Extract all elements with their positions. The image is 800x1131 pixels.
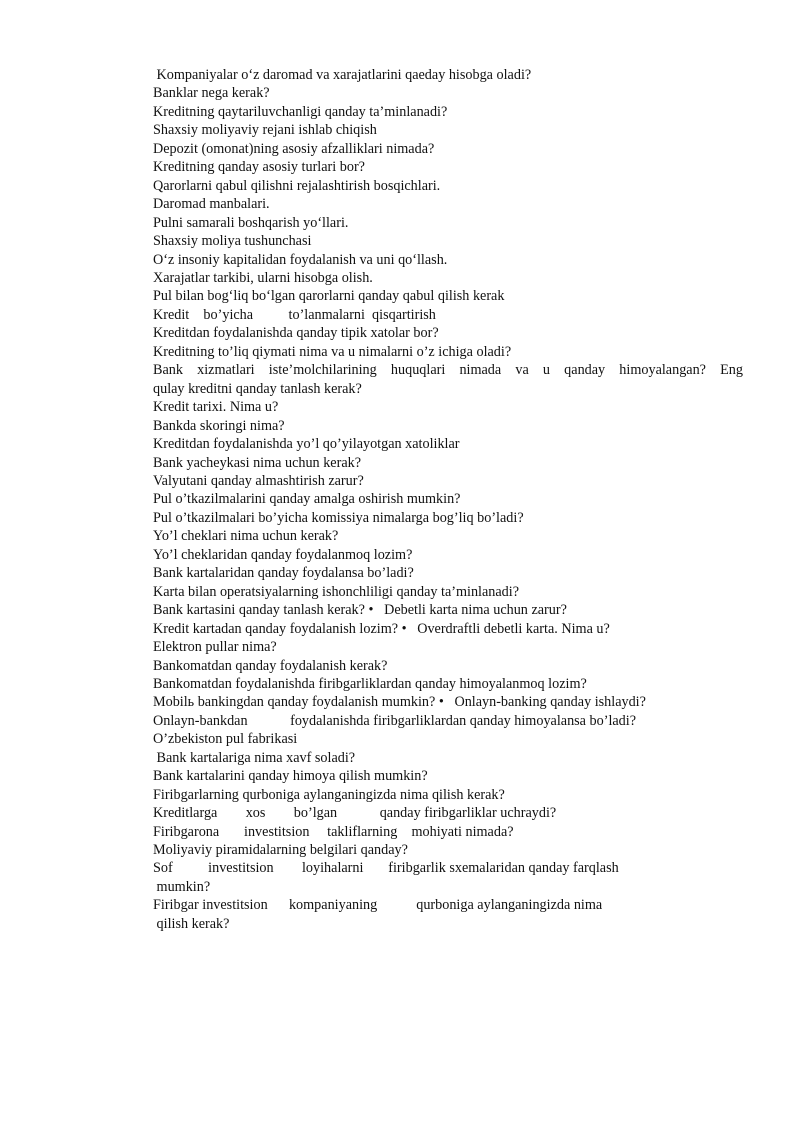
question-line: Onlayn-bankdan foydalanishda firibgarliklardan qanday himoyalansa bo’ladi? [153, 712, 637, 729]
question-line: Kreditdan foydalanishda yo’l qo’yilayotgan xatoliklar [153, 436, 460, 453]
question-line: Moliyaviy piramidalarning belgilari qanday? [153, 842, 408, 859]
question-line: Kreditlarga xos bo’lgan qanday firibgarliklar uchraydi? [153, 805, 557, 822]
question-line: Bankomatdan foydalanishda firibgarliklardan qanday himoyalanmoq lozim? [153, 675, 587, 692]
question-line: Bank kartalarini qanday himoya qilish mumkin? [153, 768, 428, 785]
question-line: Yo’l cheklari nima uchun kerak? [153, 528, 339, 545]
question-line: Bank yacheykasi nima uchun kerak? [153, 454, 362, 471]
question-line: Kreditdan foydalanishda qanday tipik xatolar bor? [153, 325, 439, 342]
question-line: qilish kerak? [153, 915, 230, 932]
question-list [153, 66, 743, 933]
question-line: qulay kreditni qanday tanlash kerak? [153, 380, 362, 397]
question-line: Kredit kartadan qanday foydalanish lozim? • Overdraftli debetli karta. Nima u? [153, 620, 610, 637]
question-line: Pul o’tkazilmalarini qanday amalga oshirish mumkin? [153, 491, 461, 508]
question-line: Kredit tarixi. Nima u? [153, 399, 279, 416]
question-line: Shaxsiy moliya tushunchasi [153, 233, 312, 250]
question-line: O’zbekiston pul fabrikasi [153, 731, 298, 748]
question-line: Kreditning to’liq qiymati nima va u nimalarni o’z ichiga oladi? [153, 343, 512, 360]
question-line: Bank xizmatlari iste’molchilarining huquqlari nimada va u qanday himoyalangan? Eng [153, 362, 743, 379]
question-line: Qarorlarni qabul qilishni rejalashtirish bosqichlari. [153, 177, 441, 194]
question-line: Bank kartalariga nima xavf soladi? [153, 749, 356, 766]
question-line: Pulni samarali boshqarish yo‘llari. [153, 214, 349, 231]
question-line: Elektron pullar nima? [153, 639, 277, 656]
question-line: Mobilь bankingdan qanday foydalanish mumkin? • Onlayn-banking qanday ishlaydi? [153, 694, 646, 711]
question-line: Bank kartalaridan qanday foydalansa bo’ladi? [153, 565, 414, 582]
question-line: Kompaniyalar o‘z daromad va xarajatlarini qaeday hisobga oladi? [153, 67, 532, 83]
question-line: Shaxsiy moliyaviy rejani ishlab chiqish [153, 122, 377, 139]
question-line: Kreditning qaytariluvchanligi qanday ta’minlanadi? [153, 103, 448, 120]
question-line: Depozit (omonat)ning asosiy afzalliklari nimada? [153, 140, 435, 157]
question-line: mumkin? [153, 878, 211, 895]
question-line: Sof investitsion loyihalarni firibgarlik sxemalaridan qanday farqlash [153, 860, 619, 877]
question-line: Yo’l cheklaridan qanday foydalanmoq lozim? [153, 546, 413, 563]
question-line: Bankomatdan qanday foydalanish kerak? [153, 657, 388, 674]
question-line: Bankda skoringi nima? [153, 417, 285, 434]
question-line: Bank kartasini qanday tanlash kerak? • Debetli karta nima uchun zarur? [153, 602, 567, 619]
question-line: O‘z insoniy kapitalidan foydalanish va uni qo‘llash. [153, 251, 448, 268]
question-line: Kreditning qanday asosiy turlari bor? [153, 159, 365, 176]
question-line: Pul bilan bog‘liq bo‘lgan qarorlarni qanday qabul qilish kerak [153, 288, 505, 305]
question-line: Valyutani qanday almashtirish zarur? [153, 472, 364, 489]
question-line: Firibgar investitsion kompaniyaning qurboniga aylanganingizda nima [153, 897, 603, 914]
question-line: Pul o’tkazilmalari bo’yicha komissiya nimalarga bog’liq bo’ladi? [153, 509, 524, 526]
question-line: Kredit bo’yicha to’lanmalarni qisqartirish [153, 306, 436, 323]
question-line: Firibgarona investitsion takliflarning mohiyati nimada? [153, 823, 514, 840]
question-line: Karta bilan operatsiyalarning ishonchliligi qanday ta’minlanadi? [153, 583, 520, 600]
question-line: Xarajatlar tarkibi, ularni hisobga olish. [153, 269, 373, 286]
question-line: Banklar nega kerak? [153, 85, 270, 102]
question-line: Daromad manbalari. [153, 196, 270, 213]
question-line: Firibgarlarning qurboniga aylanganingizda nima qilish kerak? [153, 786, 505, 803]
